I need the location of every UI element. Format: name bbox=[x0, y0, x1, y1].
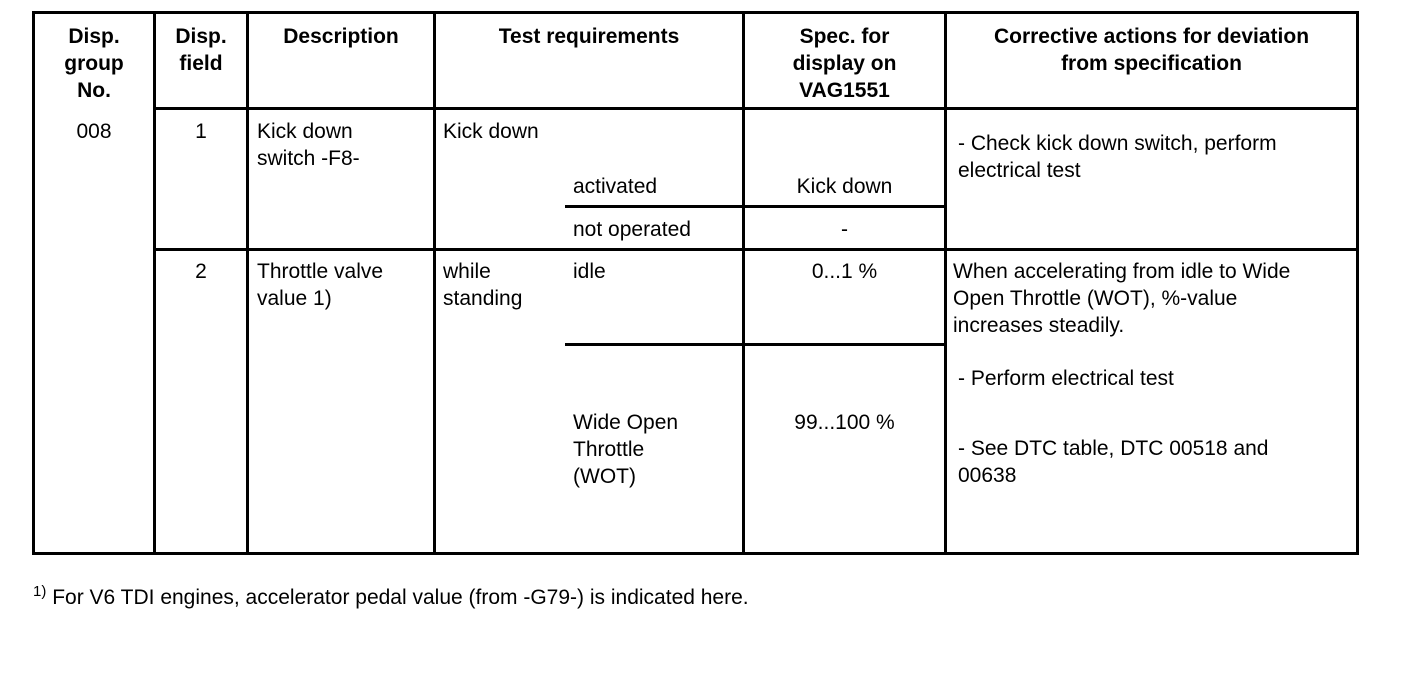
corrective-action-cell: - See DTC table, DTC 00518 and 00638 bbox=[958, 437, 1269, 487]
row-divider bbox=[565, 343, 944, 346]
sub-condition-cell: idle bbox=[573, 260, 606, 283]
spec-cell: Kick down bbox=[796, 175, 893, 198]
spec-cell: - bbox=[841, 218, 848, 241]
condition-cell: Kick down bbox=[443, 120, 539, 143]
sub-condition-cell: Wide Open Throttle (WOT) bbox=[573, 411, 679, 488]
header-test-requirements: Test requirements bbox=[498, 25, 680, 48]
corrective-action-cell: When accelerating from idle to Wide Open Throttle (WOT), %-value increases steadily. bbox=[953, 260, 1291, 337]
col-divider bbox=[246, 11, 249, 555]
description-cell: Throttle valve value 1) bbox=[257, 260, 384, 310]
footnote-text: For V6 TDI engines, accelerator pedal value (from -G79-) is indicated here. bbox=[52, 586, 749, 609]
spec-cell: 99...100 % bbox=[794, 411, 895, 434]
header-description: Description bbox=[283, 25, 399, 48]
col-divider bbox=[944, 11, 947, 555]
field-number: 1 bbox=[195, 120, 207, 143]
header-field: Disp. field bbox=[175, 25, 227, 75]
field-number: 2 bbox=[195, 260, 207, 283]
condition-cell: while standing bbox=[443, 260, 523, 310]
description-cell: Kick down switch -F8- bbox=[257, 120, 360, 170]
row-divider bbox=[565, 205, 944, 208]
row-divider bbox=[153, 248, 1359, 251]
group-number: 008 bbox=[76, 120, 112, 143]
header-divider bbox=[153, 107, 1359, 110]
footnote-mark: 1) bbox=[33, 583, 47, 600]
corrective-action-cell: - Check kick down switch, perform electrical test bbox=[958, 132, 1277, 182]
corrective-action-cell: - Perform electrical test bbox=[958, 367, 1174, 390]
footnote bbox=[33, 584, 749, 611]
sub-condition-cell: activated bbox=[573, 175, 658, 198]
spec-cell: 0...1 % bbox=[811, 260, 878, 283]
sub-condition-cell: not operated bbox=[573, 218, 691, 241]
col-divider bbox=[433, 11, 436, 555]
header-spec: Spec. for display on VAG1551 bbox=[792, 25, 897, 102]
header-corrective-actions: Corrective actions for deviation from specification bbox=[993, 25, 1310, 75]
header-group: Disp. group No. bbox=[64, 25, 124, 102]
